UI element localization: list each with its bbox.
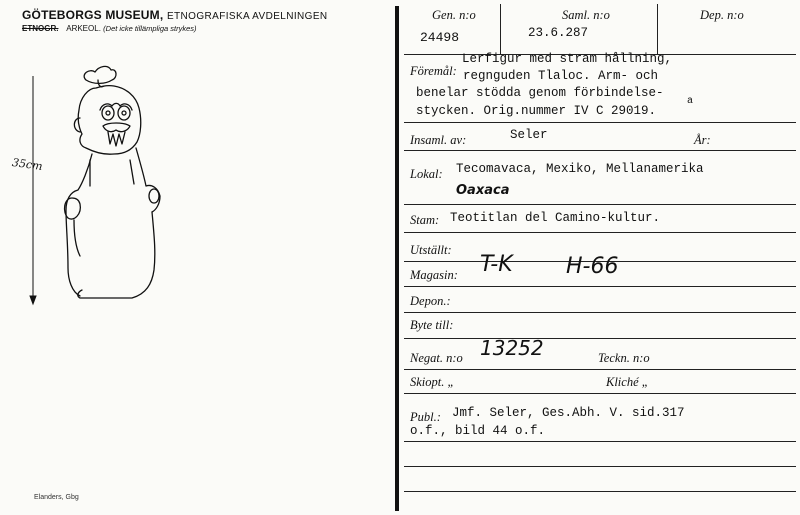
depon-label: Depon.: xyxy=(410,294,451,308)
rule xyxy=(404,441,796,442)
foremal-label: Föremål: xyxy=(410,64,457,78)
foremal-line-3: benelar stödda genom förbindelse- xyxy=(416,86,664,100)
foremal-line-1: Lerfigur med stram hållning, xyxy=(462,52,673,66)
strike-note: (Det icke tillämpliga strykes) xyxy=(103,24,197,33)
rule xyxy=(404,232,796,233)
rule xyxy=(404,286,796,287)
printer-imprint: Elanders, Gbg xyxy=(34,494,79,501)
saml-label: Saml. n:o xyxy=(562,8,610,22)
rule xyxy=(404,150,796,151)
rule xyxy=(404,466,796,467)
rule xyxy=(404,369,796,370)
magasin-value-1: T-K xyxy=(480,252,513,277)
stam-label: Stam: xyxy=(410,213,440,227)
scale-label: 35cm xyxy=(11,155,44,174)
lokal-label: Lokal: xyxy=(410,167,443,181)
magasin-label: Magasin: xyxy=(410,268,458,282)
lokal-value: Tecomavaca, Mexiko, Mellanamerika xyxy=(456,162,704,176)
rule xyxy=(404,491,796,492)
utstallt-label: Utställt: xyxy=(410,243,452,257)
figurine-drawing xyxy=(0,0,395,515)
teckn-label: Teckn. n:o xyxy=(598,351,650,365)
stam-value: Teotitlan del Camino-kultur. xyxy=(450,211,661,225)
arkeol-label: ARKEOL. xyxy=(66,24,101,33)
lokal-handwritten: Oaxaca xyxy=(456,183,510,198)
foremal-line-4: stycken. Orig.nummer IV C 29019. xyxy=(416,104,657,118)
rule xyxy=(404,204,796,205)
publ-line-2: o.f., bild 44 o.f. xyxy=(410,424,546,438)
museum-name: GÖTEBORGS MUSEUM, xyxy=(22,8,164,22)
gen-label: Gen. n:o xyxy=(432,8,476,22)
negat-value: 13252 xyxy=(480,336,544,360)
rule xyxy=(404,312,796,313)
byte-label: Byte till: xyxy=(410,318,454,332)
foremal-line-2: regnguden Tlaloc. Arm- och xyxy=(463,69,659,83)
skiopt-label: Skiopt. „ xyxy=(410,375,455,389)
rule xyxy=(404,338,796,339)
publ-line-1: Jmf. Seler, Ges.Abh. V. sid.317 xyxy=(452,406,685,420)
rule xyxy=(404,393,796,394)
rule xyxy=(404,122,796,123)
department-name: ETNOGRAFISKA AVDELNINGEN xyxy=(166,11,328,22)
saml-value: 23.6.287 xyxy=(528,26,589,40)
foremal-superscript: a xyxy=(687,96,694,107)
dep-label: Dep. n:o xyxy=(700,8,744,22)
insaml-label: Insaml. av: xyxy=(410,133,467,147)
col-divider-1 xyxy=(500,4,501,54)
card-divider xyxy=(395,6,399,511)
magasin-value-2: H-66 xyxy=(566,254,619,279)
kliche-label: Kliché „ xyxy=(606,375,649,389)
insaml-value: Seler xyxy=(510,128,548,142)
publ-label: Publ.: xyxy=(410,410,441,424)
gen-value: 24498 xyxy=(420,30,460,45)
ar-label: År: xyxy=(694,133,711,147)
col-divider-2 xyxy=(657,4,658,54)
negat-label: Negat. n:o xyxy=(410,351,463,365)
struck-department: ETNOGR. xyxy=(22,24,59,33)
